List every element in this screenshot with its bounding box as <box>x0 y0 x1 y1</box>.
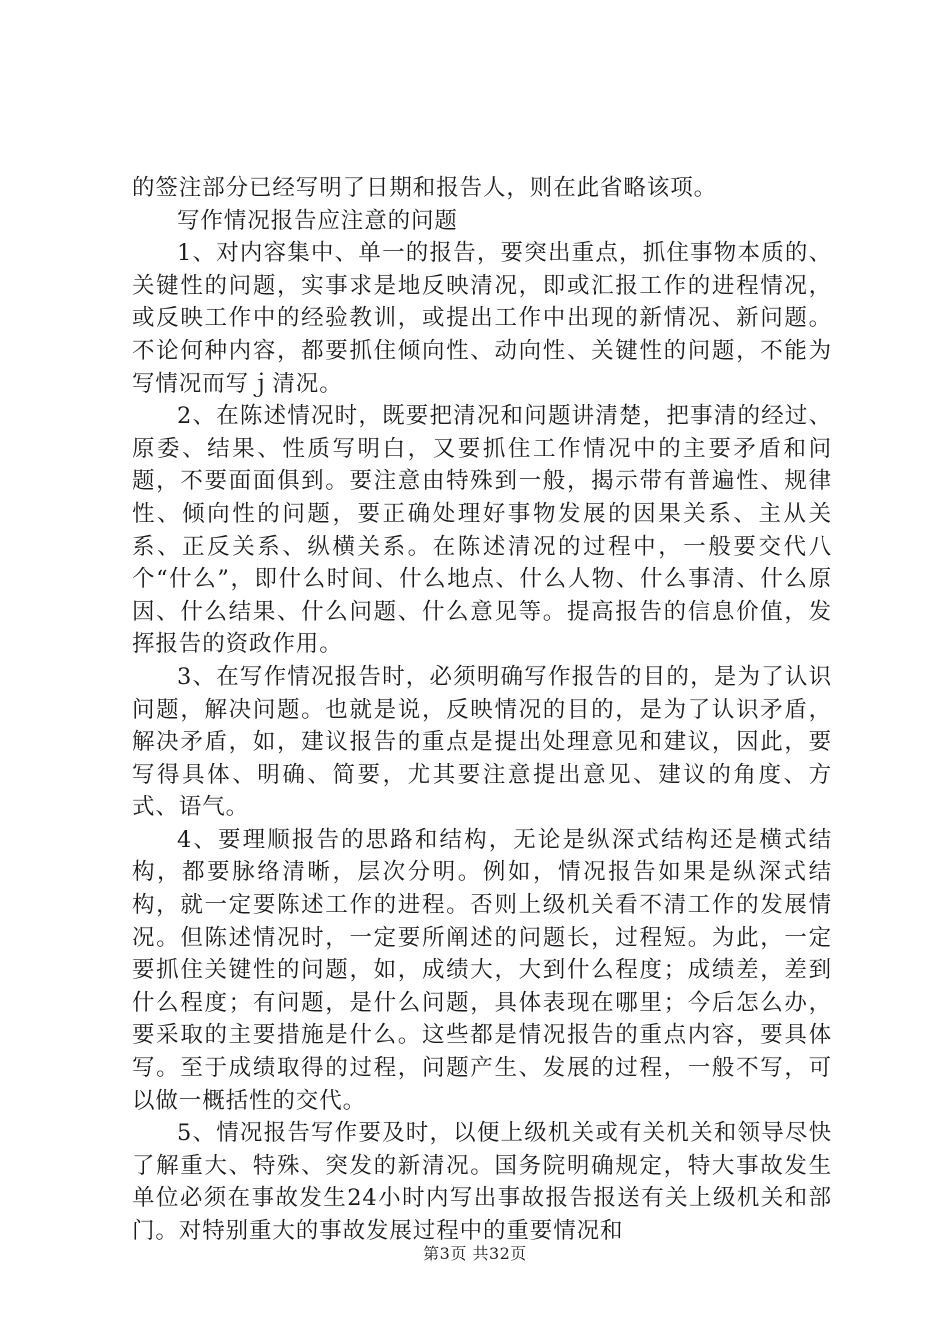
document-body <box>132 172 832 1248</box>
paragraph-point-4: 4、要理顺报告的思路和结构，无论是纵深式结构还是横式结构，都要脉络清晰，层次分明。例如，情况报告如果是纵深式结构，就一定要陈述工作的进程。否则上级机关看不清工作的发展情况。但陈述情况时，一定要所阐述的问题长，过程短。为此，一定要抓住关键性的问题，如，成绩大，大到什么程度；成绩差，差到什么程度；有问题，是什么问题，具体表现在哪里；今后怎么办，要采取的主要措施是什么。这些都是情况报告的重点内容，要具体写。至于成绩取得的过程，问题产生、发展的过程，一般不写，可以做一概括性的交代。 <box>132 826 832 1114</box>
paragraph-point-3: 3、在写作情况报告时，必须明确写作报告的目的，是为了认识问题，解决问题。也就是说，反映情况的目的，是为了认识矛盾，解决矛盾，如，建议报告的重点是提出处理意见和建议，因此，要写得具体、明确、简要，尤其要注意提出意见、建议的角度、方式、语气。 <box>132 663 832 821</box>
paragraph-point-1: 1、对内容集中、单一的报告，要突出重点，抓住事物本质的、关键性的问题，实事求是地反映清况，即或汇报工作的进程情况，或反映工作中的经验教训，或提出工作中出现的新情况、新问题。不论何种内容，都要抓住倾向性、动向性、关键性的问题，不能为写情况而写ｊ清况。 <box>132 240 832 397</box>
paragraph-continuation: 的签注部分已经写明了日期和报告人，则在此省略该项。 <box>132 175 718 201</box>
section-heading: 写作情况报告应注意的问题 <box>177 207 458 234</box>
paragraph-point-5: 5、情况报告写作要及时，以便上级机关或有关机关和领导尽快了解重大、特殊、突发的新清况。国务院明确规定，特大事故发生单位必须在事故发生24小时内写出事故报告报送有关上级机关和部门。对特别重大的事故发展过程中的重要情况和 <box>132 1120 832 1244</box>
page-number-footer: 第3页 共32页 <box>423 1244 527 1263</box>
paragraph-point-2: 2、在陈述情况时，既要把清况和问题讲清楚，把事清的经过、原委、结果、性质写明白，又要抓住工作情况中的主要矛盾和问题，不要面面俱到。要注意由特殊到一般，揭示带有普遍性、规律性、倾向性的问题，要正确处理好事物发展的因果关系、主从关系、正反关系、纵横关系。在陈述清况的过程中，一般要交代八个“什么”，即什么时间、什么地点、什么人物、什么事清、什么原因、什么结果、什么问题、什么意见等。提高报告的信息价值，发挥报告的资政作用。 <box>132 403 832 658</box>
